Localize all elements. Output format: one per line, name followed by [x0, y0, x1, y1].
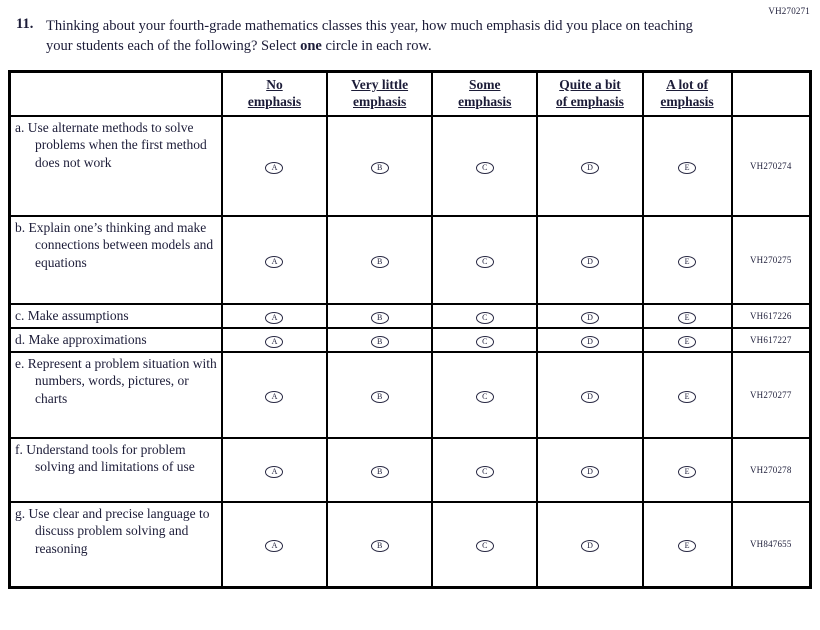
option-cell: [643, 328, 732, 352]
row-code: VH617227: [732, 328, 811, 352]
option-cell: [537, 502, 642, 588]
option-cell: [432, 304, 537, 328]
row-code: VH270274: [732, 116, 811, 216]
answer-circle-a[interactable]: A: [265, 466, 283, 478]
option-cell: [643, 216, 732, 304]
answer-circle-d[interactable]: D: [581, 336, 599, 348]
answer-circle-c[interactable]: C: [476, 466, 494, 478]
option-cell: [222, 328, 327, 352]
option-cell: [432, 116, 537, 216]
row-code: VH270278: [732, 438, 811, 502]
row-label: a. Use alternate methods to solve problems when the first method does not work: [10, 116, 222, 216]
option-cell: [537, 352, 642, 438]
row-code: VH617226: [732, 304, 811, 328]
answer-circle-e[interactable]: E: [678, 312, 696, 324]
answer-circle-a[interactable]: A: [265, 540, 283, 552]
option-cell: [222, 116, 327, 216]
option-cell: [432, 216, 537, 304]
question-text-after: circle in each row.: [321, 38, 432, 54]
row-label: f. Understand tools for problem solving and limitations of use: [10, 438, 222, 502]
header-no-emphasis: No emphasis: [222, 72, 327, 116]
answer-circle-d[interactable]: D: [581, 162, 599, 174]
answer-circle-b[interactable]: B: [371, 391, 389, 403]
row-label: b. Explain one’s thinking and make connections between models and equations: [10, 216, 222, 304]
option-cell: [537, 216, 642, 304]
answer-circle-c[interactable]: C: [476, 162, 494, 174]
option-cell: [643, 502, 732, 588]
table-row-a: [10, 116, 811, 216]
answer-circle-d[interactable]: D: [581, 256, 599, 268]
answer-circle-b[interactable]: B: [371, 312, 389, 324]
answer-circle-e[interactable]: E: [678, 256, 696, 268]
question-bold-word: one: [300, 38, 322, 54]
answer-circle-e[interactable]: E: [678, 466, 696, 478]
option-cell: [643, 438, 732, 502]
option-cell: [327, 502, 432, 588]
answer-circle-d[interactable]: D: [581, 540, 599, 552]
option-cell: [327, 116, 432, 216]
option-cell: [432, 352, 537, 438]
answer-circle-b[interactable]: B: [371, 162, 389, 174]
answer-circle-a[interactable]: A: [265, 391, 283, 403]
row-label: c. Make assumptions: [10, 304, 222, 328]
table-row-f: [10, 438, 811, 502]
answer-circle-e[interactable]: E: [678, 540, 696, 552]
option-cell: [327, 352, 432, 438]
table-row-d: [10, 328, 811, 352]
answer-circle-e[interactable]: E: [678, 391, 696, 403]
row-label: e. Represent a problem situation with numbers, words, pictures, or charts: [10, 352, 222, 438]
answer-circle-b[interactable]: B: [371, 466, 389, 478]
answer-circle-e[interactable]: E: [678, 162, 696, 174]
header-some-emphasis: Some emphasis: [432, 72, 537, 116]
row-code: VH270275: [732, 216, 811, 304]
option-cell: [222, 502, 327, 588]
answer-circle-b[interactable]: B: [371, 336, 389, 348]
option-cell: [327, 438, 432, 502]
answer-circle-a[interactable]: A: [265, 162, 283, 174]
answer-circle-c[interactable]: C: [476, 336, 494, 348]
form-code: VH270271: [768, 6, 810, 16]
table-row-e: [10, 352, 811, 438]
answer-circle-a[interactable]: A: [265, 336, 283, 348]
question-number: 11.: [16, 16, 34, 32]
row-label: d. Make approximations: [10, 328, 222, 352]
option-cell: [327, 328, 432, 352]
answer-circle-c[interactable]: C: [476, 540, 494, 552]
answer-circle-e[interactable]: E: [678, 336, 696, 348]
answer-circle-d[interactable]: D: [581, 312, 599, 324]
answer-circle-b[interactable]: B: [371, 540, 389, 552]
header-quite-a-bit-of-emphasis: Quite a bit of emphasis: [537, 72, 642, 116]
question-block: [0, 0, 760, 56]
option-cell: [432, 328, 537, 352]
option-cell: [537, 328, 642, 352]
emphasis-table: [8, 70, 812, 589]
table-row-b: [10, 216, 811, 304]
option-cell: [327, 216, 432, 304]
option-cell: [537, 304, 642, 328]
answer-circle-a[interactable]: A: [265, 256, 283, 268]
answer-circle-a[interactable]: A: [265, 312, 283, 324]
answer-circle-b[interactable]: B: [371, 256, 389, 268]
answer-circle-c[interactable]: C: [476, 312, 494, 324]
option-cell: [327, 304, 432, 328]
row-code: VH270277: [732, 352, 811, 438]
table-row-g: [10, 502, 811, 588]
answer-circle-c[interactable]: C: [476, 391, 494, 403]
question-text-before: Thinking about your fourth-grade mathematics classes this year, how much emphasis did you place on teaching your students each of the following? Select: [46, 18, 693, 54]
option-cell: [222, 304, 327, 328]
option-cell: [432, 438, 537, 502]
option-cell: [643, 304, 732, 328]
answer-circle-d[interactable]: D: [581, 391, 599, 403]
header-very-little-emphasis: Very little emphasis: [327, 72, 432, 116]
header-a-lot-of-emphasis: A lot of emphasis: [643, 72, 732, 116]
option-cell: [537, 438, 642, 502]
header-row: [10, 72, 811, 116]
question-text: [46, 16, 694, 56]
option-cell: [222, 352, 327, 438]
option-cell: [643, 116, 732, 216]
option-cell: [643, 352, 732, 438]
option-cell: [222, 216, 327, 304]
table-row-c: [10, 304, 811, 328]
row-code: VH847655: [732, 502, 811, 588]
header-stub-empty: [10, 72, 222, 116]
option-cell: [537, 116, 642, 216]
answer-circle-c[interactable]: C: [476, 256, 494, 268]
answer-circle-d[interactable]: D: [581, 466, 599, 478]
option-cell: [432, 502, 537, 588]
option-cell: [222, 438, 327, 502]
row-label: g. Use clear and precise language to discuss problem solving and reasoning: [10, 502, 222, 588]
header-code-empty: [732, 72, 811, 116]
